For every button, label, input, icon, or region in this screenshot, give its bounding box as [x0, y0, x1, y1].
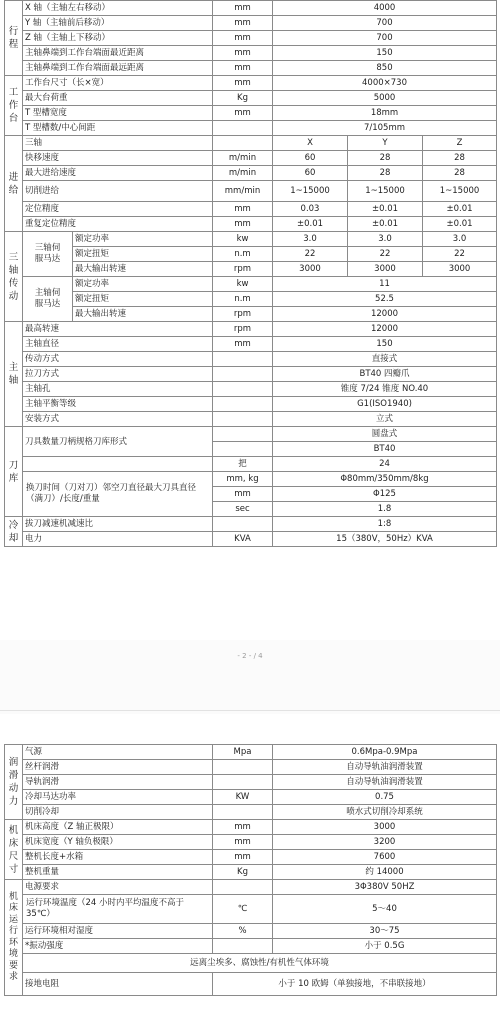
section-label-environment: 机 床 运 行 环 境 要 求 [5, 880, 23, 996]
table-row [5, 790, 497, 805]
unit-cell: mm [213, 487, 273, 502]
unit-cell: Mpa [213, 745, 273, 760]
unit-cell [213, 775, 273, 790]
section-label-lubrication: 润 滑 动 力 [5, 745, 23, 820]
unit-cell [213, 367, 273, 382]
value-cell: 1.8 [273, 502, 497, 517]
x-value-cell: 60 [273, 166, 348, 181]
table-row [5, 292, 497, 307]
value-cell: 小于 0.5G [273, 939, 497, 954]
item-cell: 额定扭矩 [73, 247, 213, 262]
unit-cell [213, 136, 273, 151]
item-cell: 运行环境相对湿度 [23, 924, 213, 939]
table-row [5, 427, 497, 442]
y-value-cell: ±0.01 [348, 202, 423, 217]
page-divider [0, 710, 500, 711]
z-value-cell: ±0.01 [423, 202, 497, 217]
unit-cell: mm [213, 202, 273, 217]
unit-cell: mm [213, 850, 273, 865]
table-row [5, 760, 497, 775]
unit-cell: mm, kg [213, 472, 273, 487]
unit-cell: 把 [213, 457, 273, 472]
item-cell: 主轴平衡等级 [23, 397, 213, 412]
table-row [5, 382, 497, 397]
table-row [5, 16, 497, 31]
table-row [5, 820, 497, 835]
spec-table-2 [4, 744, 497, 996]
sublabel-spindle-servo: 主轴伺 服马达 [23, 277, 73, 322]
y-value-cell: 3000 [348, 262, 423, 277]
item-cell: 电源要求 [23, 880, 213, 895]
table-row [5, 924, 497, 939]
unit-cell [213, 382, 273, 397]
item-cell: 整机重量 [23, 865, 213, 880]
value-cell: 0.75 [273, 790, 497, 805]
spec-table-1 [4, 0, 497, 547]
z-value-cell: 22 [423, 247, 497, 262]
item-cell: 整机长度+水箱 [23, 850, 213, 865]
section-label-worktable: 工 作 台 [5, 76, 23, 136]
x-value-cell: 0.03 [273, 202, 348, 217]
unit-cell: mm [213, 31, 273, 46]
table-row [5, 136, 497, 151]
value-cell: G1(ISO1940) [273, 397, 497, 412]
item-cell: 拔刀减速机减速比 [23, 517, 213, 532]
value-cell: 12000 [273, 322, 497, 337]
item-cell: 额定功率 [73, 277, 213, 292]
item-cell: 切削冷却 [23, 805, 213, 820]
unit-cell [213, 121, 273, 136]
unit-cell: m/min [213, 151, 273, 166]
z-value-cell: 3.0 [423, 232, 497, 247]
table-row [5, 412, 497, 427]
table-row [5, 939, 497, 954]
item-cell: 工作台尺寸（长×宽） [23, 76, 213, 91]
value-cell: 12000 [273, 307, 497, 322]
item-cell: 拉刀方式 [23, 367, 213, 382]
table-row [5, 954, 497, 973]
unit-cell: mm [213, 106, 273, 121]
table-row [5, 865, 497, 880]
table-row [5, 232, 497, 247]
value-cell: Φ80mm/350mm/8kg [273, 472, 497, 487]
item-cell: 最大进给速度 [23, 166, 213, 181]
item-cell: 最高转速 [23, 322, 213, 337]
item-cell: *振动强度 [23, 939, 213, 954]
table-row [5, 397, 497, 412]
unit-cell [213, 397, 273, 412]
section-label-cooling: 冷 却 [5, 517, 23, 547]
item-cell: 额定扭矩 [73, 292, 213, 307]
table-row [5, 106, 497, 121]
y-value-cell: 28 [348, 151, 423, 166]
value-cell: 直接式 [273, 352, 497, 367]
unit-cell: rpm [213, 307, 273, 322]
section-label-travel: 行 程 [5, 1, 23, 76]
unit-cell [213, 805, 273, 820]
table-row [5, 262, 497, 277]
unit-cell: m/min [213, 166, 273, 181]
item-cell: 主轴孔 [23, 382, 213, 397]
item-cell: 额定功率 [73, 232, 213, 247]
value-cell: 喷水式切削冷却系统 [273, 805, 497, 820]
unit-cell [213, 880, 273, 895]
item-cell: 主轴鼻端到工作台端面最远距离 [23, 61, 213, 76]
value-cell: 850 [273, 61, 497, 76]
value-cell: 3200 [273, 835, 497, 850]
value-cell: 3Φ380V 50HZ [273, 880, 497, 895]
table-row [5, 850, 497, 865]
item-cell: Z 轴（主轴上下移动） [23, 31, 213, 46]
unit-cell: rpm [213, 262, 273, 277]
unit-cell: Kg [213, 91, 273, 106]
y-value-cell: ±0.01 [348, 217, 423, 232]
value-cell: 5000 [273, 91, 497, 106]
value-cell: 自动导轨油润滑装置 [273, 760, 497, 775]
item-cell: 机床宽度（Y 轴负极限） [23, 835, 213, 850]
axis-y-header: Y [348, 136, 423, 151]
table-row [5, 46, 497, 61]
unit-cell: n.m [213, 292, 273, 307]
value-cell: 圆盘式 [273, 427, 497, 442]
item-cell: Y 轴（主轴前后移动） [23, 16, 213, 31]
unit-cell: ℃ [213, 895, 273, 924]
item-cell: 快移速度 [23, 151, 213, 166]
y-value-cell: 3.0 [348, 232, 423, 247]
z-value-cell: 1~15000 [423, 181, 497, 202]
value-cell: 约 14000 [273, 865, 497, 880]
unit-cell: mm [213, 217, 273, 232]
unit-cell [213, 442, 273, 457]
unit-cell [213, 427, 273, 442]
value-cell: 4000 [273, 1, 497, 16]
unit-cell: % [213, 924, 273, 939]
value-cell: 18mm [273, 106, 497, 121]
unit-cell: mm [213, 835, 273, 850]
unit-cell: mm/min [213, 181, 273, 202]
value-cell: 150 [273, 46, 497, 61]
value-cell: 30～75 [273, 924, 497, 939]
value-cell: 700 [273, 16, 497, 31]
table-row [5, 181, 497, 202]
unit-cell [213, 939, 273, 954]
x-value-cell: 3.0 [273, 232, 348, 247]
item-cell: 最大台荷重 [23, 91, 213, 106]
table-row [5, 166, 497, 181]
table-row [5, 835, 497, 850]
item-cell: T 型槽宽度 [23, 106, 213, 121]
section-label-dimensions: 机 床 尺 寸 [5, 820, 23, 880]
y-value-cell: 1~15000 [348, 181, 423, 202]
table-row [5, 745, 497, 760]
item-cell: 丝杆润滑 [23, 760, 213, 775]
value-cell: 4000×730 [273, 76, 497, 91]
x-value-cell: 22 [273, 247, 348, 262]
table-row [5, 217, 497, 232]
value-cell: 5～40 [273, 895, 497, 924]
unit-cell: mm [213, 1, 273, 16]
item-cell: 最大输出转速 [73, 262, 213, 277]
value-cell: 52.5 [273, 292, 497, 307]
x-value-cell: ±0.01 [273, 217, 348, 232]
item-cell: 电力 [23, 532, 213, 547]
z-value-cell: ±0.01 [423, 217, 497, 232]
x-value-cell: 60 [273, 151, 348, 166]
value-cell: 3000 [273, 820, 497, 835]
table-row [5, 91, 497, 106]
table-row [5, 307, 497, 322]
item-cell: 刀具数量刀柄规格刀库形式 [23, 427, 213, 457]
table-row [5, 202, 497, 217]
value-cell: 小于 10 欧姆（单独接地，不串联接地） [213, 973, 497, 996]
item-cell: X 轴（主轴左右移动） [23, 1, 213, 16]
value-cell: 7/105mm [273, 121, 497, 136]
value-cell: BT40 四瓣爪 [273, 367, 497, 382]
section-label-spindle: 主 轴 [5, 322, 23, 427]
section-label-feed: 进 给 [5, 136, 23, 232]
unit-cell: mm [213, 61, 273, 76]
table-row [5, 151, 497, 166]
unit-cell: mm [213, 76, 273, 91]
unit-cell: mm [213, 337, 273, 352]
unit-cell: KVA [213, 532, 273, 547]
z-value-cell: 3000 [423, 262, 497, 277]
table-row [5, 517, 497, 532]
value-cell: 0.6Mpa-0.9Mpa [273, 745, 497, 760]
item-cell: 气源 [23, 745, 213, 760]
table-row [5, 76, 497, 91]
table-row [5, 805, 497, 820]
unit-cell: n.m [213, 247, 273, 262]
unit-cell: KW [213, 790, 273, 805]
item-cell: 重复定位精度 [23, 217, 213, 232]
unit-cell [213, 760, 273, 775]
item-cell: 运行环境温度（24 小时内平均温度不高于 35℃） [23, 895, 213, 924]
value-cell: 150 [273, 337, 497, 352]
item-cell: 机床高度（Z 轴正极限） [23, 820, 213, 835]
page-gap [0, 640, 500, 714]
table-row [5, 472, 497, 487]
unit-cell: rpm [213, 322, 273, 337]
table-row [5, 337, 497, 352]
table-row [5, 247, 497, 262]
unit-cell: kw [213, 232, 273, 247]
value-cell: 1:8 [273, 517, 497, 532]
section-label-drive: 三 轴 传 动 [5, 232, 23, 322]
value-cell: Φ125 [273, 487, 497, 502]
item-cell: 安装方式 [23, 412, 213, 427]
item-cell: 换刀时间（刀对刀）邻空刀直径最大刀具直径（满刀）/长度/重量 [23, 472, 213, 517]
table-row [5, 532, 497, 547]
unit-cell: mm [213, 16, 273, 31]
value-cell: 700 [273, 31, 497, 46]
item-cell: 主轴鼻端到工作台端面最近距离 [23, 46, 213, 61]
section-label-tool-magazine: 刀 库 [5, 427, 23, 517]
value-cell: 立式 [273, 412, 497, 427]
unit-cell: Kg [213, 865, 273, 880]
axis-x-header: X [273, 136, 348, 151]
spec-page-2 [0, 714, 500, 1035]
axis-z-header: Z [423, 136, 497, 151]
value-cell: 15（380V，50Hz）KVA [273, 532, 497, 547]
item-cell: T 型槽数/中心间距 [23, 121, 213, 136]
item-cell: 接地电阻 [23, 973, 213, 996]
page-number: - 2 - / 4 [237, 652, 263, 660]
table-row [5, 352, 497, 367]
table-row [5, 457, 497, 472]
unit-cell [213, 352, 273, 367]
item-cell: 冷却马达功率 [23, 790, 213, 805]
table-row [5, 895, 497, 924]
table-row [5, 277, 497, 292]
table-row [5, 367, 497, 382]
table-row [5, 880, 497, 895]
table-row [5, 973, 497, 996]
unit-cell: mm [213, 46, 273, 61]
value-cell: 7600 [273, 850, 497, 865]
x-value-cell: 3000 [273, 262, 348, 277]
item-cell [23, 457, 213, 472]
item-cell: 三轴 [23, 136, 213, 151]
item-cell: 主轴直径 [23, 337, 213, 352]
value-cell: 11 [273, 277, 497, 292]
item-cell: 导轨润滑 [23, 775, 213, 790]
value-cell: 锥度 7/24 锥度 NO.40 [273, 382, 497, 397]
table-row [5, 31, 497, 46]
sublabel-axis-servo: 三轴伺 服马达 [23, 232, 73, 277]
unit-cell [213, 517, 273, 532]
x-value-cell: 1~15000 [273, 181, 348, 202]
unit-cell: kw [213, 277, 273, 292]
unit-cell: mm [213, 820, 273, 835]
value-cell: 24 [273, 457, 497, 472]
environment-note: 远离尘埃多、腐蚀性/有机性气体环境 [23, 954, 497, 973]
table-row [5, 775, 497, 790]
unit-cell [213, 412, 273, 427]
value-cell: BT40 [273, 442, 497, 457]
table-row [5, 61, 497, 76]
value-cell: 自动导轨油润滑装置 [273, 775, 497, 790]
y-value-cell: 28 [348, 166, 423, 181]
item-cell: 传动方式 [23, 352, 213, 367]
z-value-cell: 28 [423, 151, 497, 166]
unit-cell: sec [213, 502, 273, 517]
y-value-cell: 22 [348, 247, 423, 262]
table-row [5, 121, 497, 136]
item-cell: 切削进给 [23, 181, 213, 202]
table-row [5, 1, 497, 16]
table-row [5, 322, 497, 337]
z-value-cell: 28 [423, 166, 497, 181]
item-cell: 最大输出转速 [73, 307, 213, 322]
item-cell: 定位精度 [23, 202, 213, 217]
